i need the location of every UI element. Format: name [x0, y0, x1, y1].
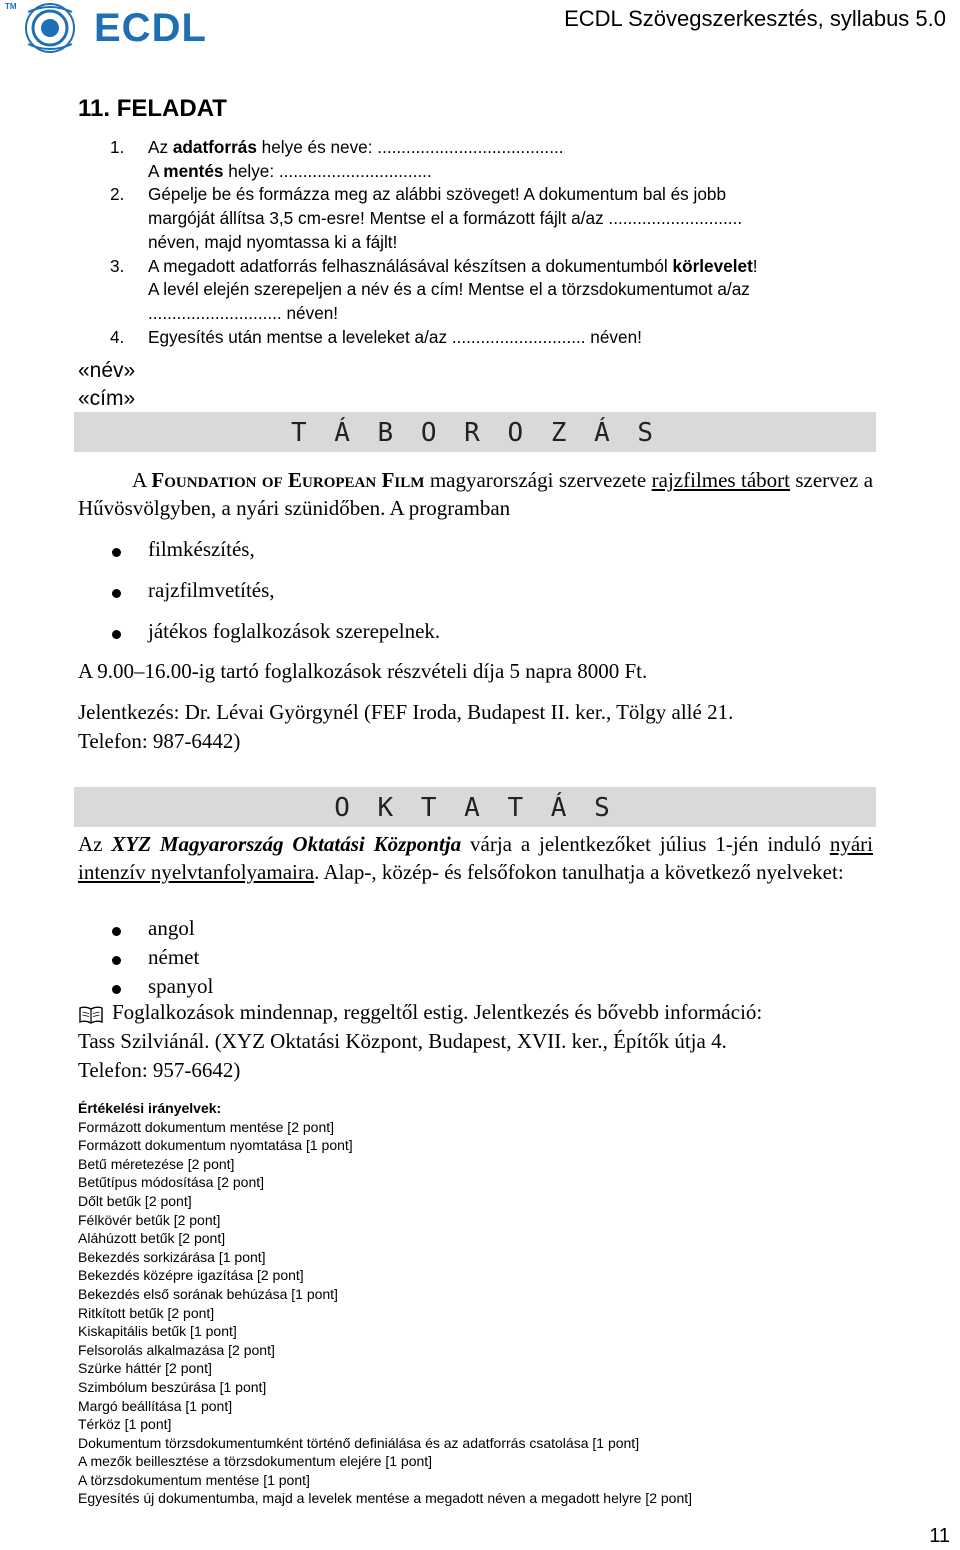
task-line: Az adatforrás helye és neve: ....................................... — [148, 137, 564, 157]
contact-line: Tass Szilviánál. (XYZ Oktatási Központ, Budapest, XVII. ker., Építők útja 4. — [78, 1029, 727, 1053]
section-heading-taborozas: T Á B O R O Z Á S — [74, 412, 876, 452]
document-header-title: ECDL Szövegszerkesztés, syllabus 5.0 — [564, 6, 946, 31]
phone-line: Telefon: 957-6642) — [78, 1058, 241, 1082]
merge-field-address: «cím» — [78, 387, 136, 410]
bullet-icon — [112, 630, 121, 639]
bullet-icon — [112, 927, 121, 936]
criteria-title: Értékelési irányelvek: — [78, 1100, 222, 1116]
criteria-item: Formázott dokumentum nyomtatása [1 pont] — [78, 1137, 353, 1154]
task-title: 11. FELADAT — [78, 95, 227, 122]
page-number: 11 — [929, 1525, 950, 1547]
task-item — [110, 136, 890, 183]
task-line: margóját állítsa 3,5 cm-esre! Mentse el a formázott fájlt a/az ............................ — [148, 208, 743, 229]
section-heading-oktatas: O K T A T Á S — [74, 787, 876, 827]
criteria-item: Dőlt betűk [2 pont] — [78, 1192, 192, 1209]
criteria-item: Egyesítés új dokumentumba, majd a levelek mentése a megadott néven a megadott helyre [2 pont] — [78, 1490, 693, 1507]
section2-paragraph: Az XYZ Magyarország Oktatási Központja várja a jelentkezőket július 1-jén induló nyári intenzív nyelvtanfolyamaira. Alap-, közép- és felsőfokon tanulhatja a következő nyelveket: — [78, 832, 874, 884]
criteria-item: Formázott dokumentum mentése [2 pont] — [78, 1118, 335, 1135]
criteria-item: Aláhúzott betűk [2 pont] — [78, 1230, 226, 1247]
criteria-item: Szürke háttér [2 pont] — [78, 1360, 212, 1377]
task-item — [110, 183, 890, 254]
task-number: 3. — [110, 255, 125, 276]
ecdl-logo — [0, 0, 207, 56]
criteria-item: A mezők beillesztése a törzsdokumentum elejére [1 pont] — [78, 1453, 433, 1470]
bullet-icon — [112, 985, 121, 994]
criteria-item: Bekezdés középre igazítása [2 pont] — [78, 1267, 304, 1284]
task-line: néven, majd nyomtassa ki a fájlt! — [148, 231, 398, 252]
criteria-item: Félkövér betűk [2 pont] — [78, 1211, 221, 1228]
bullet-icon — [112, 548, 121, 557]
task-item — [110, 255, 890, 326]
criteria-item: Betűtípus módosítása [2 pont] — [78, 1174, 265, 1191]
task-line: A megadott adatforrás felhasználásával készítsen a dokumentumból körlevelet! — [148, 255, 758, 276]
phone-line: Telefon: 987-6442) — [78, 729, 241, 753]
task-item — [110, 326, 890, 350]
task-number: 1. — [110, 137, 125, 157]
criteria-item: Ritkított betűk [2 pont] — [78, 1304, 215, 1321]
merge-field-name: «név» — [78, 359, 136, 382]
task-line: A mentés helye: ................................ — [148, 160, 432, 181]
criteria-item: Szimbólum beszúrása [1 pont] — [78, 1378, 267, 1395]
logo-trademark: TM — [5, 2, 17, 11]
criteria-item: A törzsdokumentum mentése [1 pont] — [78, 1471, 310, 1488]
criteria-item: Dokumentum törzsdokumentumként történő definiálása és az adatforrás csatolása [1 pont] — [78, 1434, 640, 1451]
contact-line: Jelentkezés: Dr. Lévai Györgynél (FEF Iroda, Budapest II. ker., Tölgy allé 21. — [78, 700, 734, 724]
task-line: ............................ néven! — [148, 302, 339, 323]
section1-paragraph: A Foundation of European Film magyarországi szervezete rajzfilmes tábort szervez a Hűvösvölgyben, a nyári szünidőben. A programban — [78, 468, 874, 520]
logo-text: ECDL — [94, 6, 207, 50]
task-line: A levél elején szerepeljen a név és a cím! Mentse el a törzsdokumentumot a/az — [148, 279, 750, 300]
fee-line: A 9.00–16.00-ig tartó foglalkozások részvételi díja 5 napra 8000 Ft. — [78, 659, 648, 683]
book-icon — [78, 1005, 104, 1025]
evaluation-criteria — [78, 1099, 692, 1508]
criteria-item: Margó beállítása [1 pont] — [78, 1397, 233, 1414]
ecdl-logo-mark-icon — [10, 2, 90, 54]
task-line: Egyesítés után mentse a leveleket a/az ............................ néven! — [148, 326, 642, 347]
criteria-item: Kiskapitális betűk [1 pont] — [78, 1323, 237, 1340]
bullet-icon — [112, 956, 121, 965]
task-line: Gépelje be és formázza meg az alábbi szöveget! A dokumentum bal és jobb — [148, 184, 727, 205]
criteria-item: Bekezdés sorkizárása [1 pont] — [78, 1248, 266, 1265]
bullet-icon — [112, 589, 121, 598]
schedule-line: Foglalkozások mindennap, reggeltől estig. Jelentkezés és bővebb információ: — [112, 1000, 763, 1024]
criteria-item: Felsorolás alkalmazása [2 pont] — [78, 1341, 275, 1358]
criteria-item: Térköz [1 pont] — [78, 1416, 172, 1433]
task-number: 2. — [110, 184, 125, 205]
task-list — [110, 136, 890, 349]
criteria-item: Bekezdés első sorának behúzása [1 pont] — [78, 1285, 338, 1302]
task-number: 4. — [110, 326, 125, 347]
criteria-item: Betű méretezése [2 pont] — [78, 1155, 235, 1172]
